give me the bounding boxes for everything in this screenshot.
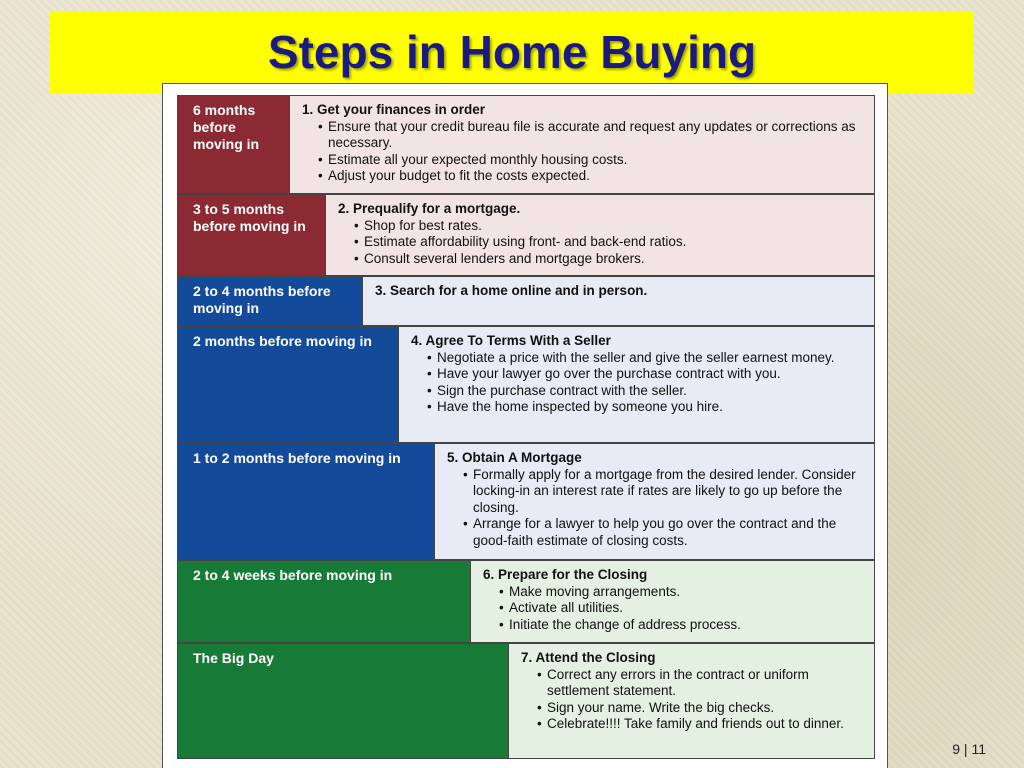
list-item: • Have the home inspected by someone you hire. — [411, 399, 868, 416]
step-3-content — [363, 277, 874, 325]
step-1-timing: 6 months before moving in — [178, 96, 290, 193]
list-item: • Activate all utilities. — [483, 600, 868, 617]
list-item: • Correct any errors in the contract or uniform settlement statement. — [521, 667, 868, 700]
step-6-heading: 6. Prepare for the Closing — [483, 567, 648, 582]
step-4-timing: 2 months before moving in — [178, 327, 399, 442]
step-7-timing: The Big Day — [178, 644, 509, 758]
step-7-bullets — [521, 667, 868, 733]
step-7-content — [509, 644, 874, 758]
step-3-timing: 2 to 4 months before moving in — [178, 277, 363, 325]
step-5 — [177, 443, 875, 560]
step-4-content — [399, 327, 874, 442]
step-2-timing: 3 to 5 months before moving in — [178, 195, 326, 275]
step-4-heading: 4. Agree To Terms With a Seller — [411, 333, 611, 348]
step-1-content — [290, 96, 874, 193]
list-item: • Formally apply for a mortgage from the desired lender. Consider locking-in an interest rate if rates are likely to go up before the closing. — [447, 467, 868, 517]
list-item: • Shop for best rates. — [338, 218, 868, 235]
step-1 — [177, 95, 875, 194]
step-3 — [177, 276, 875, 326]
step-4-bullets — [411, 350, 868, 416]
step-2-heading: 2. Prequalify for a mortgage. — [338, 201, 521, 216]
title-banner — [50, 11, 974, 93]
step-6-bullets — [483, 584, 868, 634]
step-5-heading: 5. Obtain A Mortgage — [447, 450, 582, 465]
list-item: • Consult several lenders and mortgage brokers. — [338, 251, 868, 268]
step-7-heading: 7. Attend the Closing — [521, 650, 656, 665]
steps-figure — [162, 83, 888, 768]
step-3-heading: 3. Search for a home online and in person. — [375, 283, 648, 298]
page-number: 9 | 11 — [952, 741, 986, 757]
step-2-bullets — [338, 218, 868, 268]
step-5-bullets — [447, 467, 868, 550]
step-6-timing: 2 to 4 weeks before moving in — [178, 561, 471, 642]
step-2-content — [326, 195, 874, 275]
list-item: • Adjust your budget to fit the costs expected. — [302, 168, 868, 185]
list-item: • Arrange for a lawyer to help you go over the contract and the good-faith estimate of closing costs. — [447, 516, 868, 549]
step-6-content — [471, 561, 874, 642]
list-item: • Celebrate!!!! Take family and friends out to dinner. — [521, 716, 868, 733]
list-item: • Have your lawyer go over the purchase contract with you. — [411, 366, 868, 383]
list-item: • Negotiate a price with the seller and give the seller earnest money. — [411, 350, 868, 367]
slide-title: Steps in Home Buying — [267, 26, 757, 78]
step-4 — [177, 326, 875, 443]
step-2 — [177, 194, 875, 276]
step-1-heading: 1. Get your finances in order — [302, 102, 486, 117]
list-item: • Ensure that your credit bureau file is accurate and request any updates or corrections as necessary. — [302, 119, 868, 152]
list-item: • Initiate the change of address process. — [483, 617, 868, 634]
list-item: • Sign your name. Write the big checks. — [521, 700, 868, 717]
list-item: • Sign the purchase contract with the seller. — [411, 383, 868, 400]
list-item: • Estimate all your expected monthly housing costs. — [302, 152, 868, 169]
step-5-timing: 1 to 2 months before moving in — [178, 444, 435, 559]
step-7 — [177, 643, 875, 759]
step-6 — [177, 560, 875, 643]
step-1-bullets — [302, 119, 868, 185]
list-item: • Make moving arrangements. — [483, 584, 868, 601]
list-item: • Estimate affordability using front- and back-end ratios. — [338, 234, 868, 251]
step-5-content — [435, 444, 874, 559]
